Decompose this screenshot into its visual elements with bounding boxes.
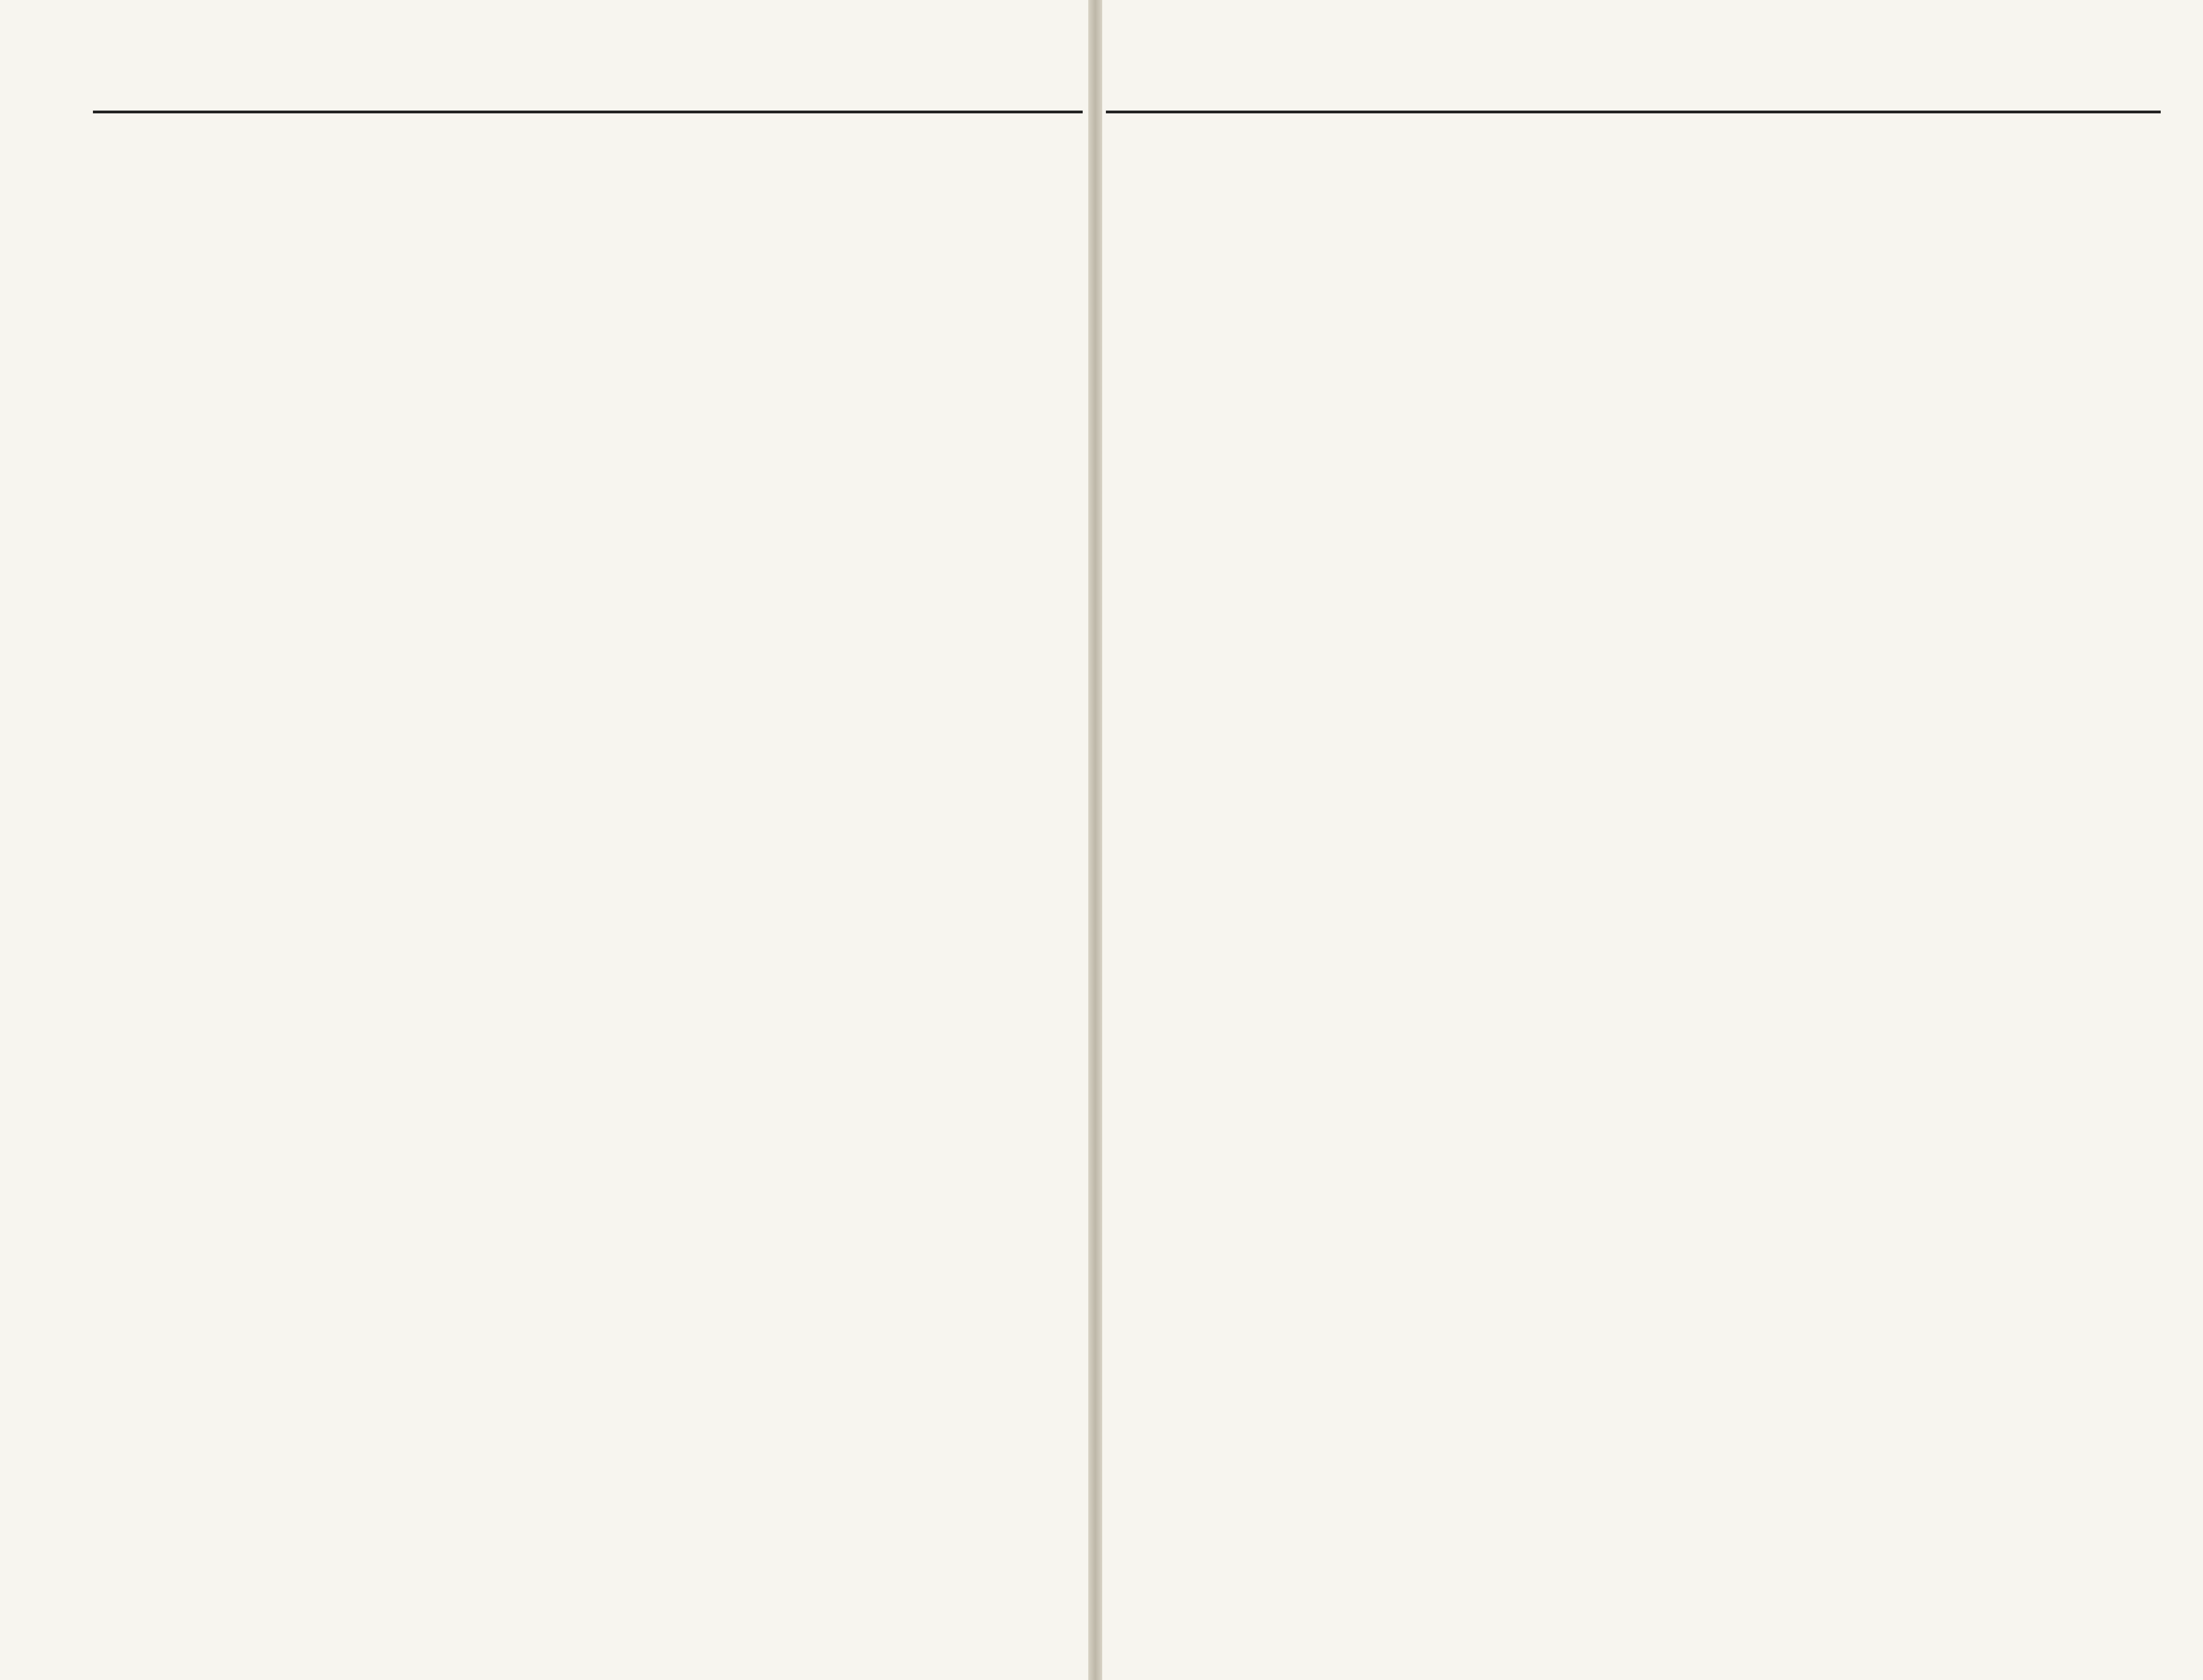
right-top-rule: [1106, 111, 2161, 113]
book-spine: [1088, 0, 1102, 1680]
left-top-rule: [93, 111, 1083, 113]
